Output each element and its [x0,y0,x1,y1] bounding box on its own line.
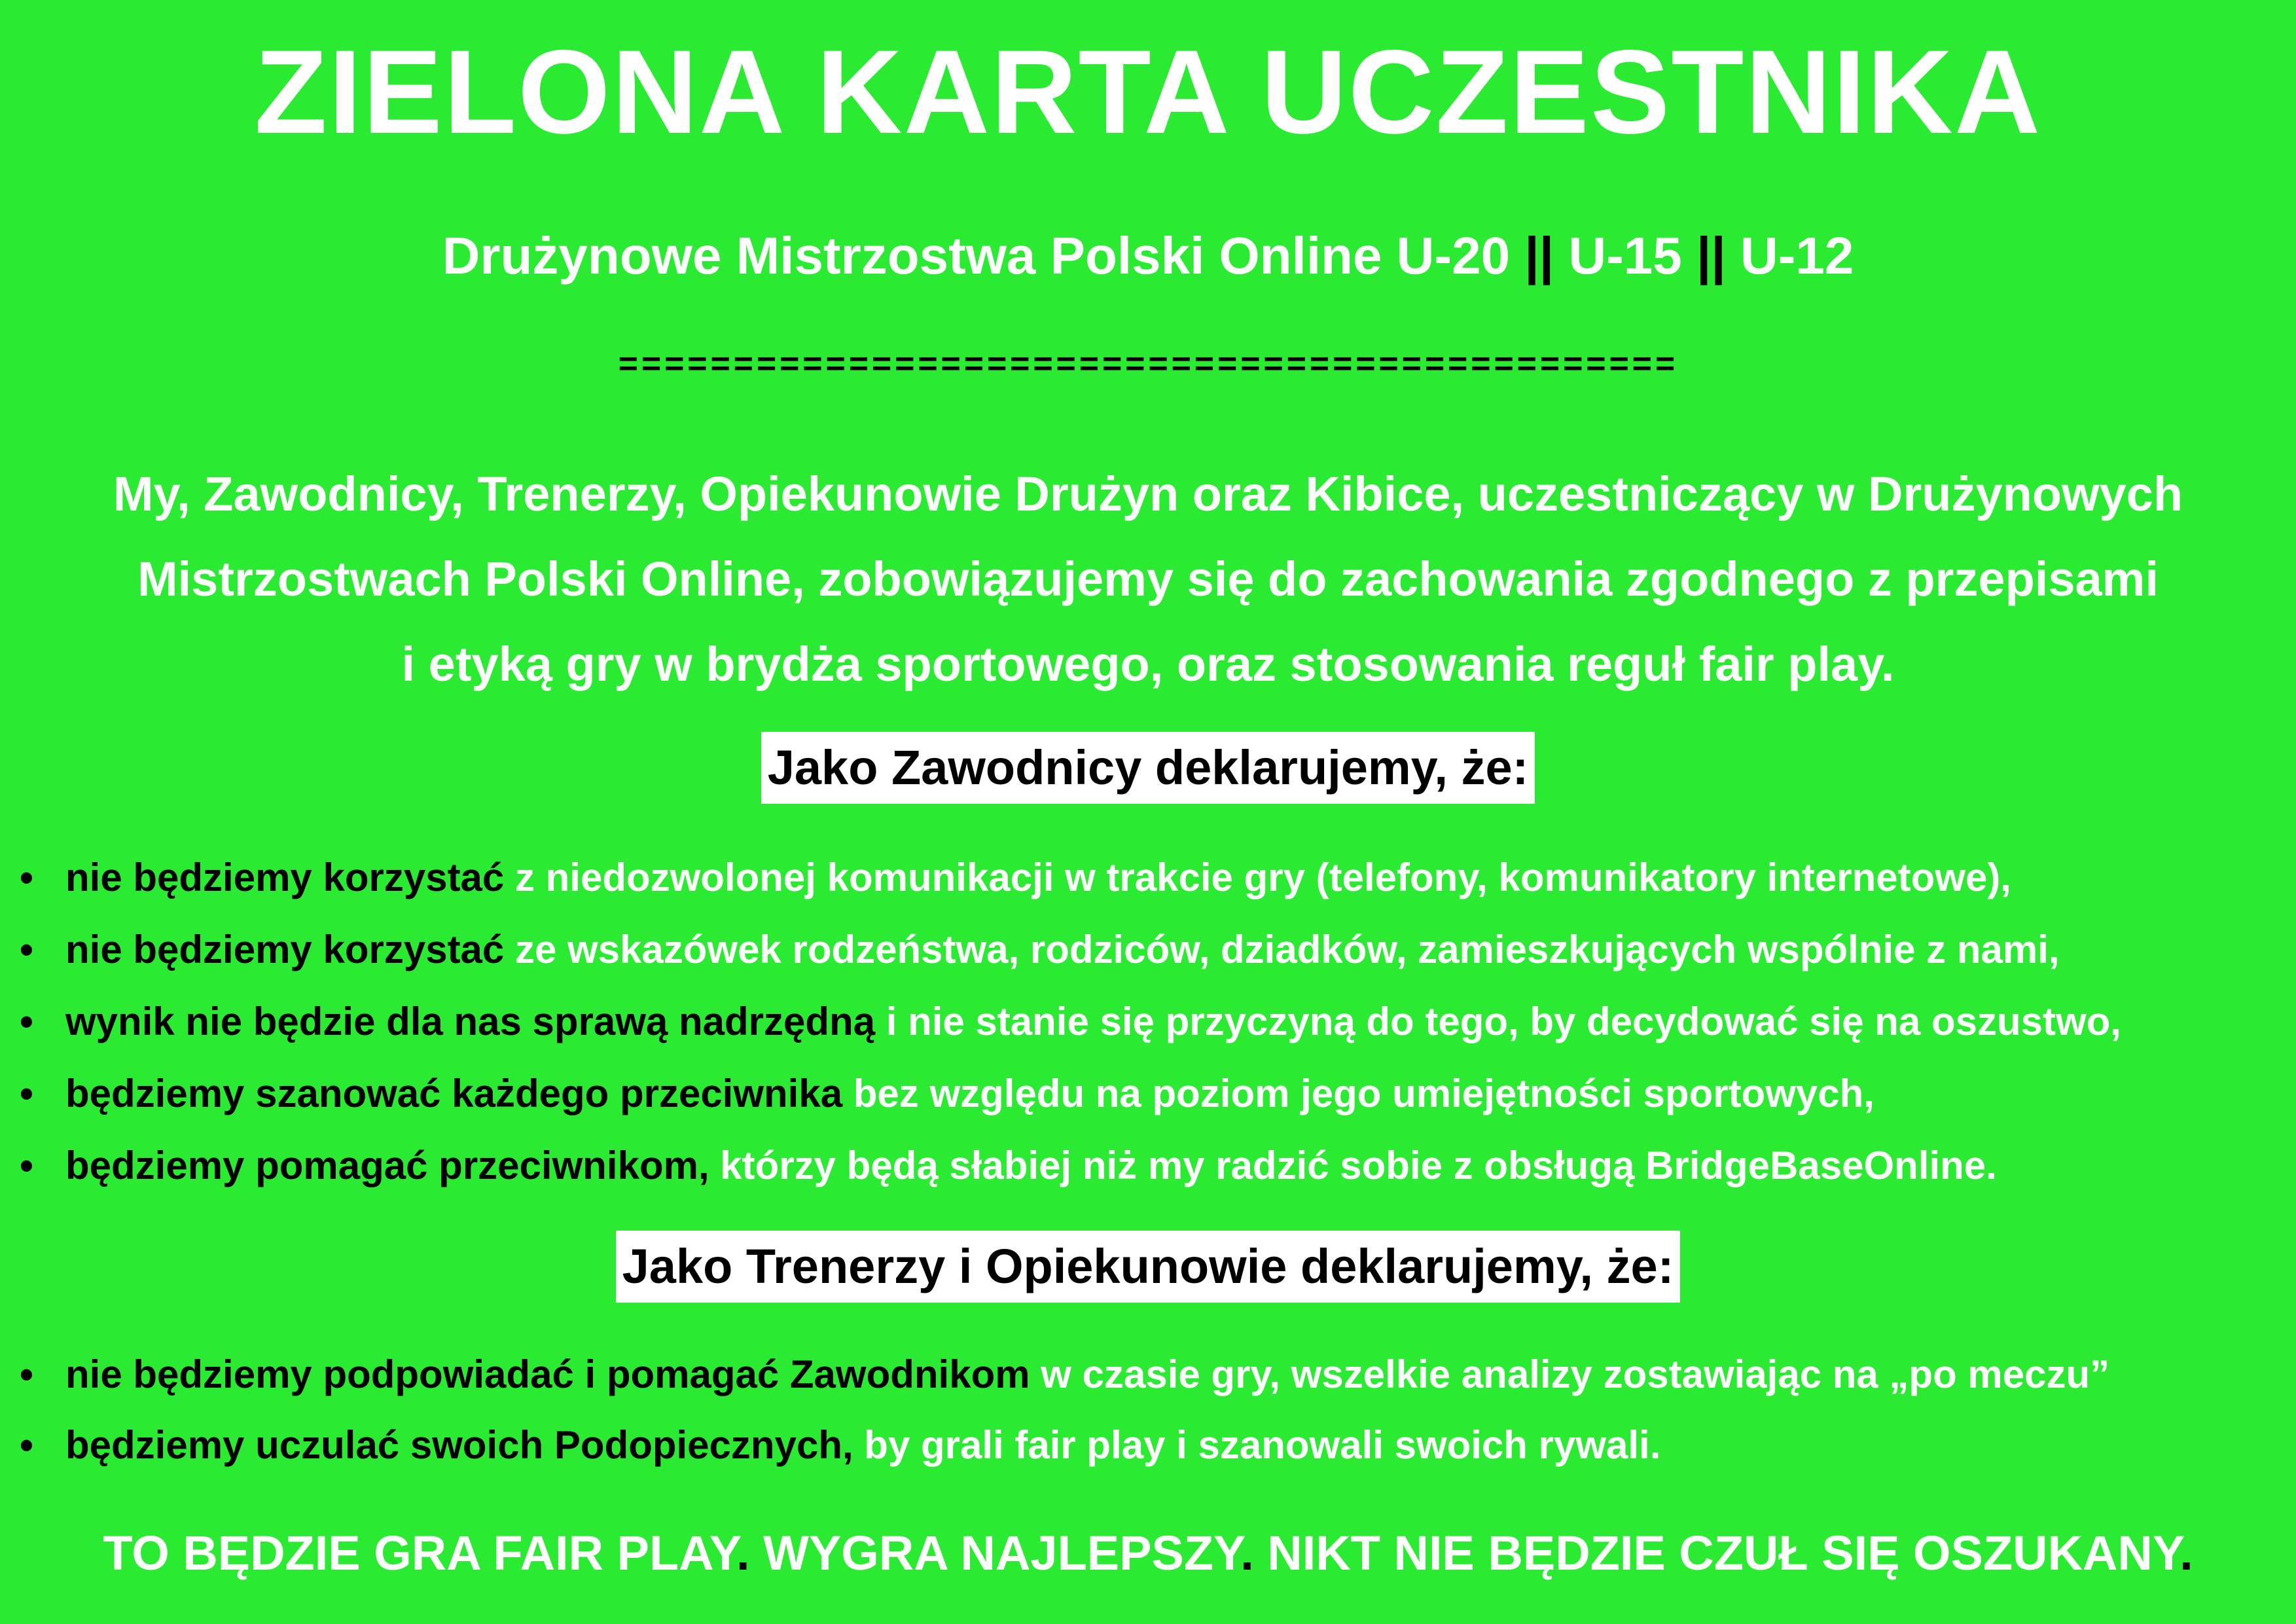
subtitle-u20: Drużynowe Mistrzostwa Polski Online U-20 [442,226,1511,285]
subtitle [0,220,2296,292]
list-item [20,1136,2284,1208]
coaches-heading-wrap [0,1231,2296,1303]
list-item [20,920,2284,992]
closing-part: NIKT NIE BĘDZIE CZUŁ SIĘ OSZUKANY [1253,1526,2180,1580]
bullet-icon: • [20,1423,34,1467]
bullet-icon: • [20,1072,34,1115]
list-item [20,848,2284,920]
closing-period: . [1240,1526,1254,1580]
players-heading: Jako Zawodnicy deklarujemy, że: [761,732,1535,804]
item-text: ze wskazówek rodzeństwa, rodziców, dziadków, zamieszkujących wspólnie z nami, [504,928,2060,971]
bullet-icon: • [20,1000,34,1043]
coaches-heading: Jako Trenerzy i Opiekunowie deklarujemy, że: [616,1231,1681,1303]
list-item [20,992,2284,1064]
divider-line: ============================================== [618,347,1678,386]
closing-statement [0,1517,2296,1589]
item-text: z niedozwolonej komunikacji w trakcie gry (telefony, komunikatory internetowe), [504,856,2011,899]
bullet-icon: • [20,1144,34,1187]
closing-part: TO BĘDZIE GRA FAIR PLAY [103,1526,736,1580]
bullet-icon: • [20,1352,34,1396]
item-lead: nie będziemy podpowiadać i pomagać Zawodnikom [65,1352,1030,1396]
intro-line: i etyką gry w brydża sportowego, oraz stosowania reguł fair play. [401,637,1895,691]
closing-period: . [2179,1526,2193,1580]
players-declarations-list [20,848,2284,1208]
item-lead: będziemy uczulać swoich Podopiecznych, [65,1423,853,1467]
bullet-icon: • [20,928,34,971]
subtitle-u12: U-12 [1740,226,1854,285]
item-text: w czasie gry, wszelkie analizy zostawiając na „po meczu” [1030,1352,2110,1396]
players-heading-wrap [0,732,2296,804]
subtitle-u15: U-15 [1568,226,1682,285]
list-item [20,1413,2284,1483]
closing-part: WYGRA NAJLEPSZY [749,1526,1241,1580]
subtitle-separator: || [1696,226,1726,285]
list-item [20,1064,2284,1136]
list-item [20,1342,2284,1413]
item-text: i nie stanie się przyczyną do tego, by decydować się na oszustwo, [875,1000,2121,1043]
item-text: by grali fair play i szanowali swoich rywali. [853,1423,1661,1467]
intro-line: Mistrzostwach Polski Online, zobowiązujemy się do zachowania zgodnego z przepisami [137,552,2159,606]
intro-paragraph [0,452,2296,707]
subtitle-separator: || [1524,226,1554,285]
bullet-icon: • [20,856,34,899]
item-lead: będziemy szanować każdego przeciwnika [65,1072,843,1115]
page-title: ZIELONA KARTA UCZESTNIKA [254,25,2042,158]
item-text: którzy będą słabiej niż my radzić sobie z obsługą BridgeBaseOnline. [709,1144,1997,1187]
item-lead: nie będziemy korzystać [65,856,505,899]
coaches-declarations-list [20,1342,2284,1483]
item-text: bez względu na poziom jego umiejętności sportowych, [842,1072,1874,1115]
closing-period: . [736,1526,750,1580]
intro-line: My, Zawodnicy, Trenerzy, Opiekunowie Drużyn oraz Kibice, uczestniczący w Drużynowych [113,467,2183,521]
item-lead: nie będziemy korzystać [65,928,505,971]
item-lead: będziemy pomagać przeciwnikom, [65,1144,709,1187]
item-lead: wynik nie będzie dla nas sprawą nadrzędną [65,1000,876,1043]
